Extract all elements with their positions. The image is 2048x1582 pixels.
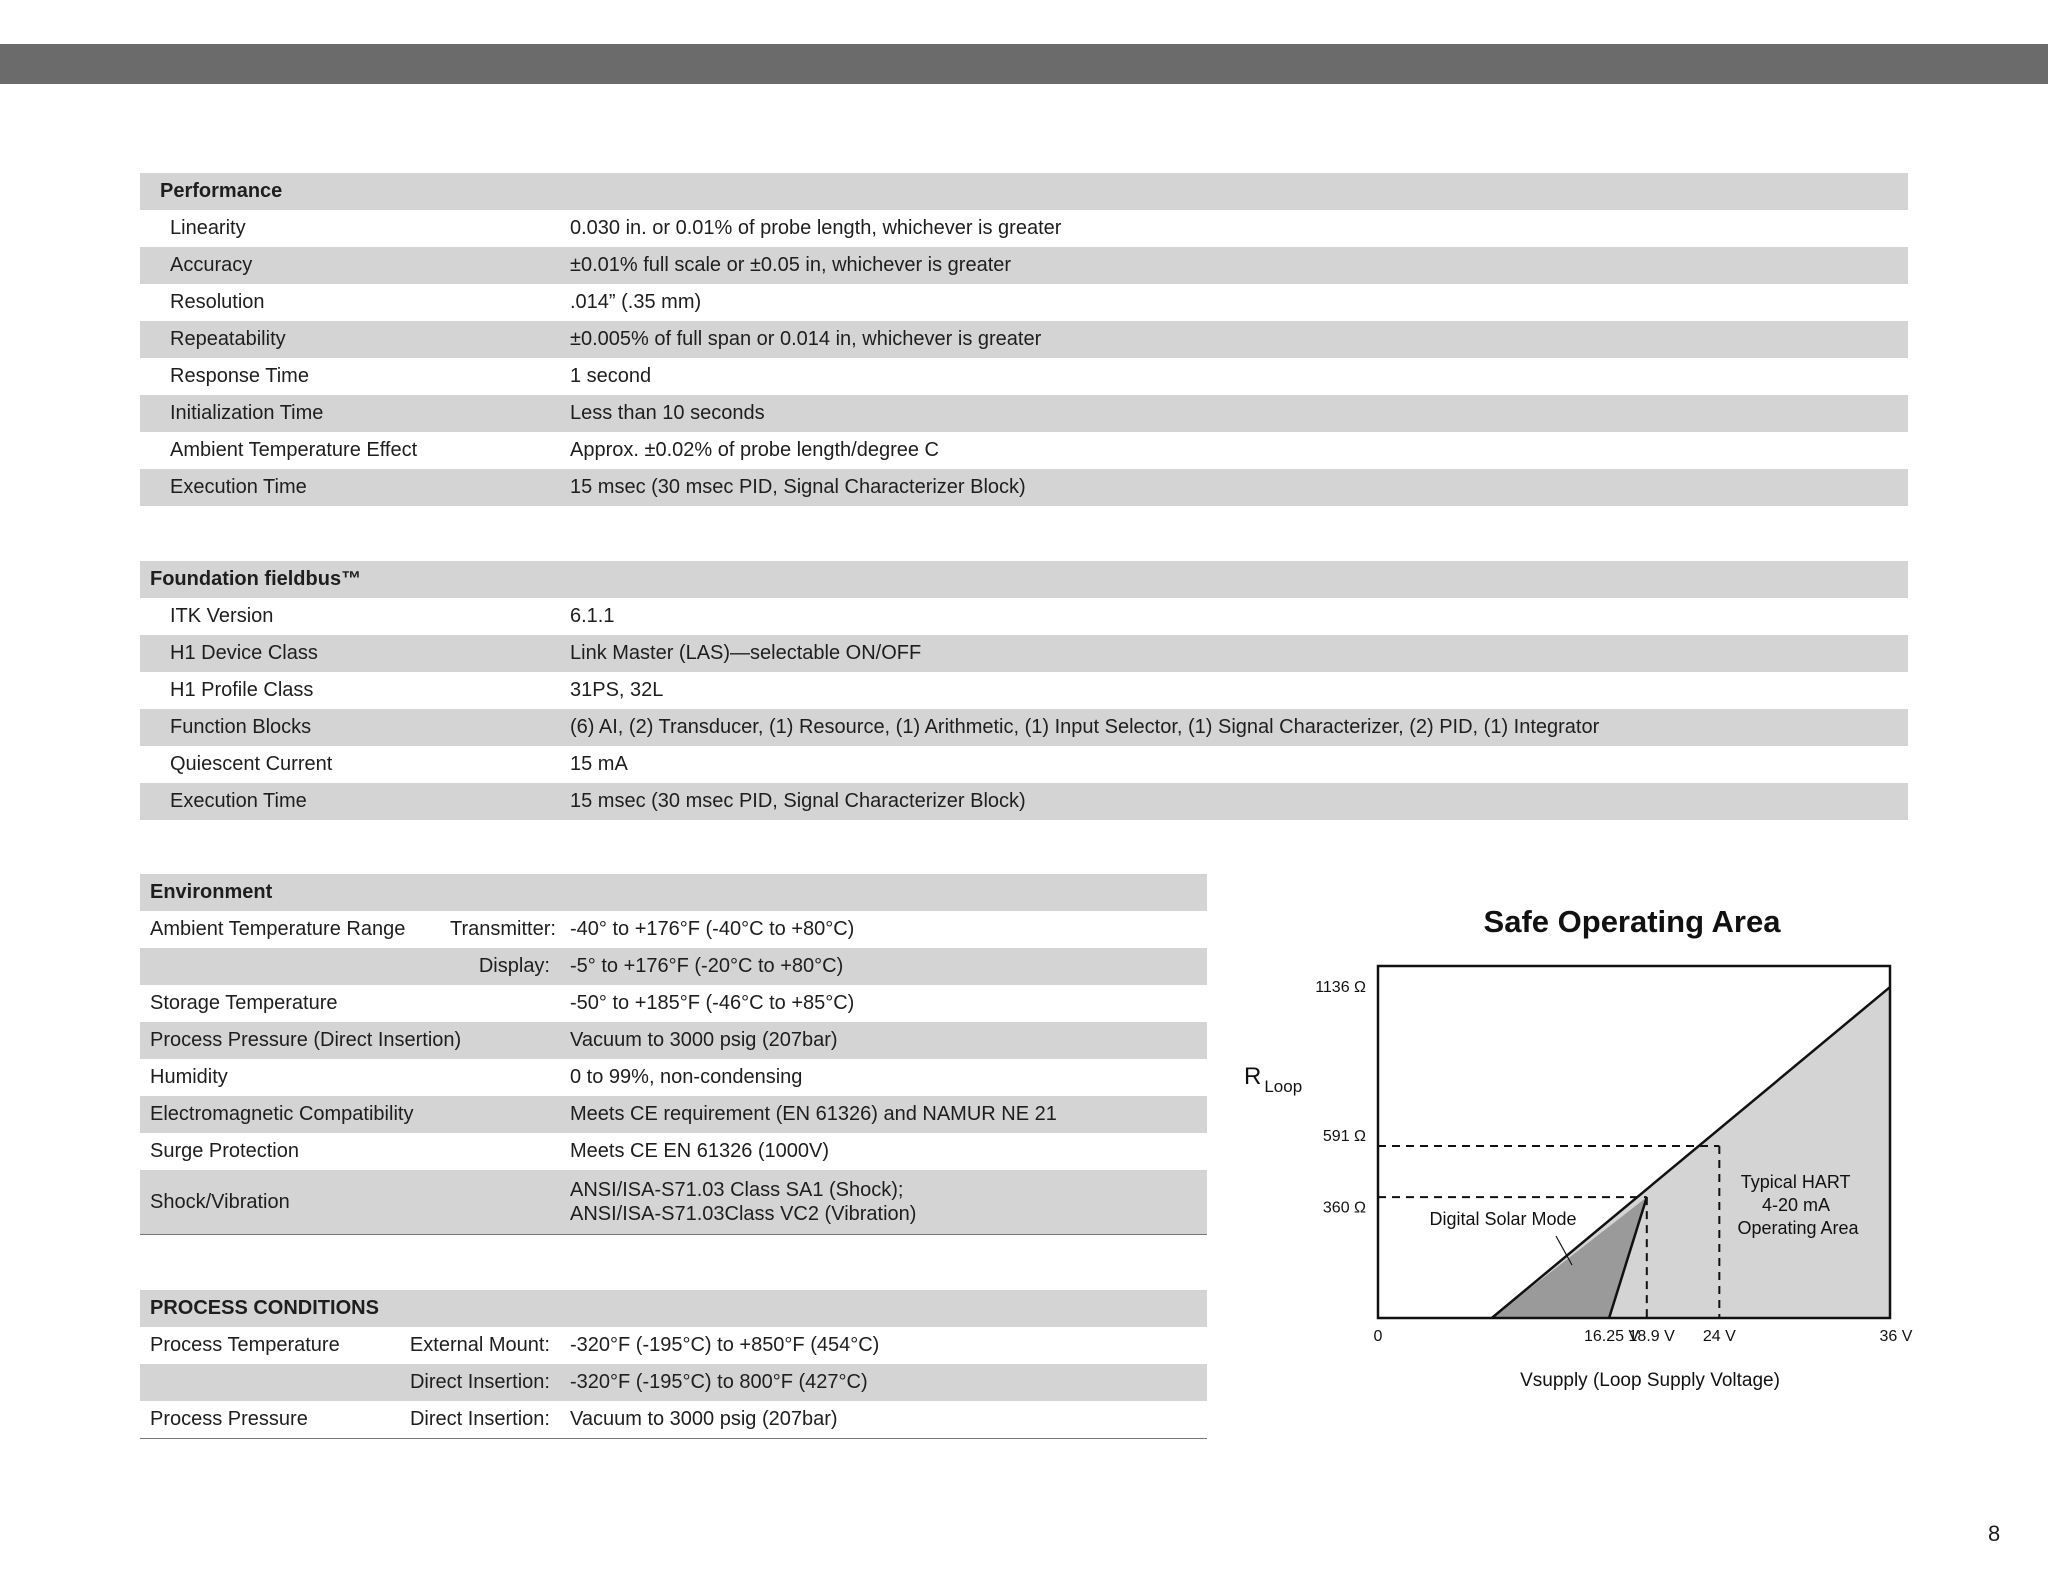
section-title: Performance xyxy=(140,173,1908,210)
row-label xyxy=(140,948,450,985)
chart-svg xyxy=(1240,890,1940,1410)
table-row xyxy=(140,321,1908,358)
row-value: -50° to +185°F (-46°C to +85°C) xyxy=(570,992,855,1014)
table-row xyxy=(140,985,1207,1022)
row-value xyxy=(570,1170,1207,1235)
row-label: Process Pressure xyxy=(140,1401,400,1439)
row-label: ITK Version xyxy=(170,605,274,627)
row-value: Link Master (LAS)—selectable ON/OFF xyxy=(570,635,1908,672)
row-label: Ambient Temperature Range xyxy=(150,918,406,940)
section-title: Foundation fieldbus™ xyxy=(140,561,1908,598)
table-row xyxy=(140,284,1908,321)
table-row xyxy=(140,598,1908,635)
table-row xyxy=(140,395,1908,432)
row-label: Initialization Time xyxy=(140,395,570,432)
hart-label-line: Operating Area xyxy=(1737,1218,1859,1238)
row-value: 6.1.1 xyxy=(570,605,615,627)
table-row xyxy=(140,672,1908,709)
table-row xyxy=(140,247,1908,284)
table-row xyxy=(140,635,1908,672)
page-number: 8 xyxy=(1988,1521,2001,1546)
performance-table xyxy=(140,173,1908,506)
row-sublabel: Transmitter: xyxy=(450,918,556,940)
row-value: 15 msec (30 msec PID, Signal Characterizer Block) xyxy=(570,783,1908,820)
table-row xyxy=(140,1401,1207,1439)
row-sublabel: External Mount: xyxy=(409,1334,550,1356)
row-label: Shock/Vibration xyxy=(140,1170,570,1235)
row-value: 0 to 99%, non-condensing xyxy=(570,1066,803,1088)
y-tick-label: 360 Ω xyxy=(1322,1199,1366,1217)
y-tick-labels xyxy=(1315,979,1366,1216)
hart-label-line: 4-20 mA xyxy=(1761,1195,1830,1215)
row-value: 15 msec (30 msec PID, Signal Characterizer Block) xyxy=(570,469,1908,506)
row-value: 1 second xyxy=(570,365,652,387)
row-value: Meets CE requirement (EN 61326) and NAMUR NE 21 xyxy=(570,1096,1207,1133)
table-row xyxy=(140,432,1908,469)
row-value: ±0.005% of full span or 0.014 in, whichever is greater xyxy=(570,321,1908,358)
row-value: Less than 10 seconds xyxy=(570,395,1908,432)
row-value: -40° to +176°F (-40°C to +80°C) xyxy=(570,918,855,940)
x-tick-label: 24 V xyxy=(1702,1328,1736,1345)
row-label: Electromagnetic Compatibility xyxy=(140,1096,570,1133)
table-row xyxy=(140,1327,1207,1364)
table-row xyxy=(140,358,1908,395)
y-tick-label: 591 Ω xyxy=(1322,1127,1366,1145)
row-label: Function Blocks xyxy=(140,709,570,746)
row-value: -320°F (-195°C) to +850°F (454°C) xyxy=(570,1334,880,1356)
table-header-row xyxy=(140,1290,1207,1327)
row-label: Ambient Temperature Effect xyxy=(170,439,418,461)
table-row xyxy=(140,1364,1207,1401)
row-label: Execution Time xyxy=(140,783,570,820)
row-label: Linearity xyxy=(170,217,246,239)
row-label: Process Temperature xyxy=(150,1334,340,1356)
row-label: Humidity xyxy=(150,1066,228,1088)
table-row xyxy=(140,1170,1207,1235)
section-title: Environment xyxy=(140,874,1207,911)
table-row xyxy=(140,948,1207,985)
hart-label-line: Typical HART xyxy=(1740,1172,1851,1192)
row-label: Storage Temperature xyxy=(150,992,338,1014)
x-tick-label: 16.25 V xyxy=(1583,1328,1640,1345)
x-tick-labels xyxy=(1374,1328,1913,1345)
row-label: Surge Protection xyxy=(150,1140,299,1162)
row-label: H1 Profile Class xyxy=(170,679,314,701)
table-row xyxy=(140,1133,1207,1170)
row-value: 31PS, 32L xyxy=(570,679,664,701)
row-label: Repeatability xyxy=(140,321,570,358)
solar-mode-label: Digital Solar Mode xyxy=(1429,1209,1577,1229)
environment-table xyxy=(140,874,1207,1235)
section-title: PROCESS CONDITIONS xyxy=(140,1290,1207,1327)
x-tick-label: 0 xyxy=(1373,1328,1383,1345)
row-value: Meets CE EN 61326 (1000V) xyxy=(570,1140,830,1162)
y-axis-label-sub: Loop xyxy=(1264,1077,1303,1096)
table-row xyxy=(140,1022,1207,1059)
row-value: -5° to +176°F (-20°C to +80°C) xyxy=(570,948,1207,985)
table-header-row xyxy=(140,173,1908,210)
table-row xyxy=(140,709,1908,746)
row-label: Response Time xyxy=(170,365,309,387)
chart-title: Safe Operating Area xyxy=(1483,904,1781,939)
table-row xyxy=(140,911,1207,948)
row-label: Accuracy xyxy=(140,247,570,284)
x-tick-label: 36 V xyxy=(1879,1328,1913,1345)
header-bar xyxy=(0,44,2048,84)
row-value: ±0.01% full scale or ±0.05 in, whichever is greater xyxy=(570,247,1908,284)
table-header-row xyxy=(140,874,1207,911)
process-conditions-table xyxy=(140,1290,1207,1439)
table-row xyxy=(140,469,1908,506)
table-row xyxy=(140,783,1908,820)
row-label: Execution Time xyxy=(140,469,570,506)
row-value: -320°F (-195°C) to 800°F (427°C) xyxy=(570,1364,1207,1401)
row-sublabel: Direct Insertion: xyxy=(400,1364,570,1401)
row-sublabel: Display: xyxy=(450,948,570,985)
row-value: Vacuum to 3000 psig (207bar) xyxy=(570,1401,1207,1439)
row-value-line: ANSI/ISA-S71.03 Class SA1 (Shock); xyxy=(570,1179,904,1201)
table-header-row xyxy=(140,561,1908,598)
x-axis-label: Vsupply (Loop Supply Voltage) xyxy=(1520,1370,1780,1391)
row-label: Quiescent Current xyxy=(170,753,333,775)
row-label: H1 Device Class xyxy=(140,635,570,672)
table-row xyxy=(140,746,1908,783)
row-value: .014” (.35 mm) xyxy=(570,291,702,313)
y-axis-label-main: R xyxy=(1244,1063,1262,1090)
row-sublabel: Direct Insertion: xyxy=(400,1401,570,1439)
row-label: Process Pressure (Direct Insertion) xyxy=(140,1022,570,1059)
row-value: Approx. ±0.02% of probe length/degree C xyxy=(570,439,939,461)
row-value: Vacuum to 3000 psig (207bar) xyxy=(570,1022,1207,1059)
foundation-fieldbus-table xyxy=(140,561,1908,820)
table-row xyxy=(140,1059,1207,1096)
row-value-line: ANSI/ISA-S71.03Class VC2 (Vibration) xyxy=(570,1203,917,1225)
row-value: 0.030 in. or 0.01% of probe length, whichever is greater xyxy=(570,217,1062,239)
safe-operating-area-chart xyxy=(1240,890,1940,1410)
row-value: (6) AI, (2) Transducer, (1) Resource, (1) Arithmetic, (1) Input Selector, (1) Signal Characterizer, (2) PID, (1) Integrator xyxy=(570,709,1908,746)
y-tick-label: 1136 Ω xyxy=(1315,979,1366,996)
y-axis-label xyxy=(1244,1063,1302,1096)
table-row xyxy=(140,1096,1207,1133)
row-label: Resolution xyxy=(170,291,265,313)
row-value: 15 mA xyxy=(570,753,628,775)
x-tick-label: 18.9 V xyxy=(1628,1328,1675,1345)
table-row xyxy=(140,210,1908,247)
row-label xyxy=(140,1364,400,1401)
